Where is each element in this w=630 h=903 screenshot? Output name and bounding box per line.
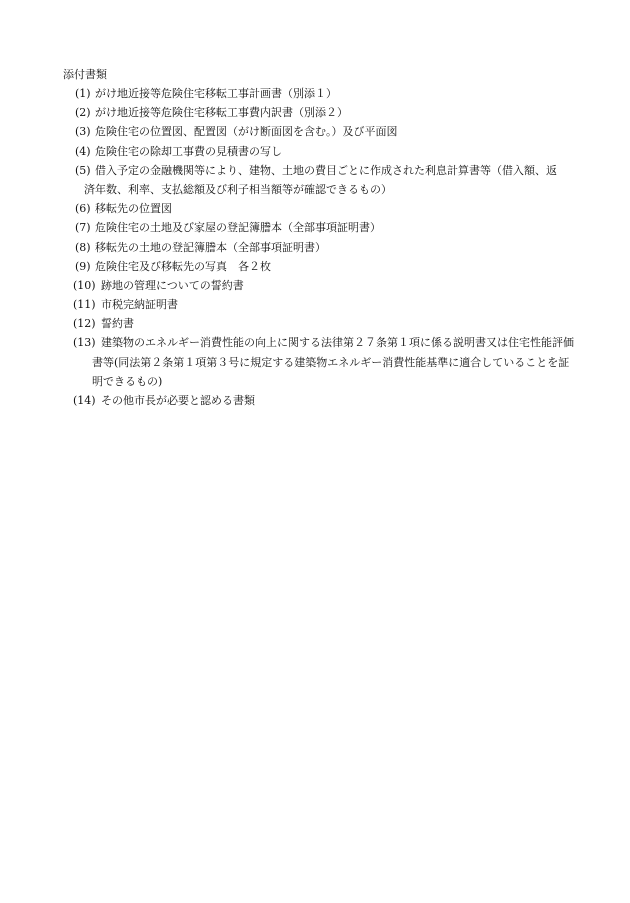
attachment-item xyxy=(0,314,630,333)
item-text: 危険住宅の位置図、配置図（がけ断面図を含む。）及び平面図 xyxy=(95,125,398,139)
item-number: (8) xyxy=(75,240,91,254)
item-text: 誓約書 xyxy=(101,317,134,331)
item-text-continued: 書等(同法第２条第１項第３号に規定する建築物エネルギー消費性能基準に適合していることを証 xyxy=(92,355,570,369)
attachment-item xyxy=(0,257,630,276)
item-number: (14) xyxy=(73,394,96,408)
attachment-list xyxy=(0,84,630,410)
attachment-item xyxy=(0,295,630,314)
item-text: 移転先の土地の登記簿謄本（全部事項証明書） xyxy=(95,240,326,254)
item-text: がけ地近接等危険住宅移転工事計画書（別添１） xyxy=(95,87,337,100)
attachment-item xyxy=(0,199,630,218)
item-number: (13) xyxy=(73,336,96,350)
item-number: (9) xyxy=(75,259,91,273)
item-number: (11) xyxy=(73,298,96,312)
item-text: 跡地の管理についての誓約書 xyxy=(101,278,244,292)
item-text: がけ地近接等危険住宅移転工事費内訳書（別添２） xyxy=(95,106,348,120)
item-text-continued: 明できるもの) xyxy=(92,374,163,388)
item-text: 建築物のエネルギー消費性能の向上に関する法律第２７条第１項に係る説明書又は住宅性能評価 xyxy=(101,336,574,350)
item-number: (6) xyxy=(75,202,91,216)
attachment-heading: 添付書類 xyxy=(63,68,107,81)
attachment-item xyxy=(0,122,630,141)
item-text: その他市長が必要と認める書類 xyxy=(101,394,255,408)
item-text: 借入予定の金融機関等により、建物、土地の費目ごとに作成された利息計算書等（借入額、返 xyxy=(95,163,557,177)
attachment-item xyxy=(0,333,630,391)
item-number: (4) xyxy=(75,144,91,158)
item-text: 移転先の位置図 xyxy=(95,202,172,216)
attachment-item xyxy=(0,218,630,237)
attachment-item xyxy=(0,84,630,103)
attachment-item xyxy=(0,276,630,295)
item-number: (2) xyxy=(75,106,91,120)
item-number: (12) xyxy=(73,317,96,331)
item-text-continued: 済年数、利率、支払総額及び利子相当額等が確認できるもの） xyxy=(84,182,392,196)
attachment-item xyxy=(0,142,630,161)
item-number: (1) xyxy=(75,87,91,100)
item-number: (5) xyxy=(75,163,91,177)
attachment-item xyxy=(0,391,630,410)
attachment-item xyxy=(0,238,630,257)
item-text: 市税完納証明書 xyxy=(101,298,178,312)
item-text: 危険住宅及び移転先の写真 各２枚 xyxy=(95,259,271,273)
item-number: (7) xyxy=(75,221,91,235)
item-number: (3) xyxy=(75,125,91,139)
attachment-item xyxy=(0,161,630,199)
attachment-item xyxy=(0,103,630,122)
item-number: (10) xyxy=(73,278,96,292)
item-text: 危険住宅の除却工事費の見積書の写し xyxy=(95,144,282,158)
item-text: 危険住宅の土地及び家屋の登記簿謄本（全部事項証明書） xyxy=(95,221,381,235)
